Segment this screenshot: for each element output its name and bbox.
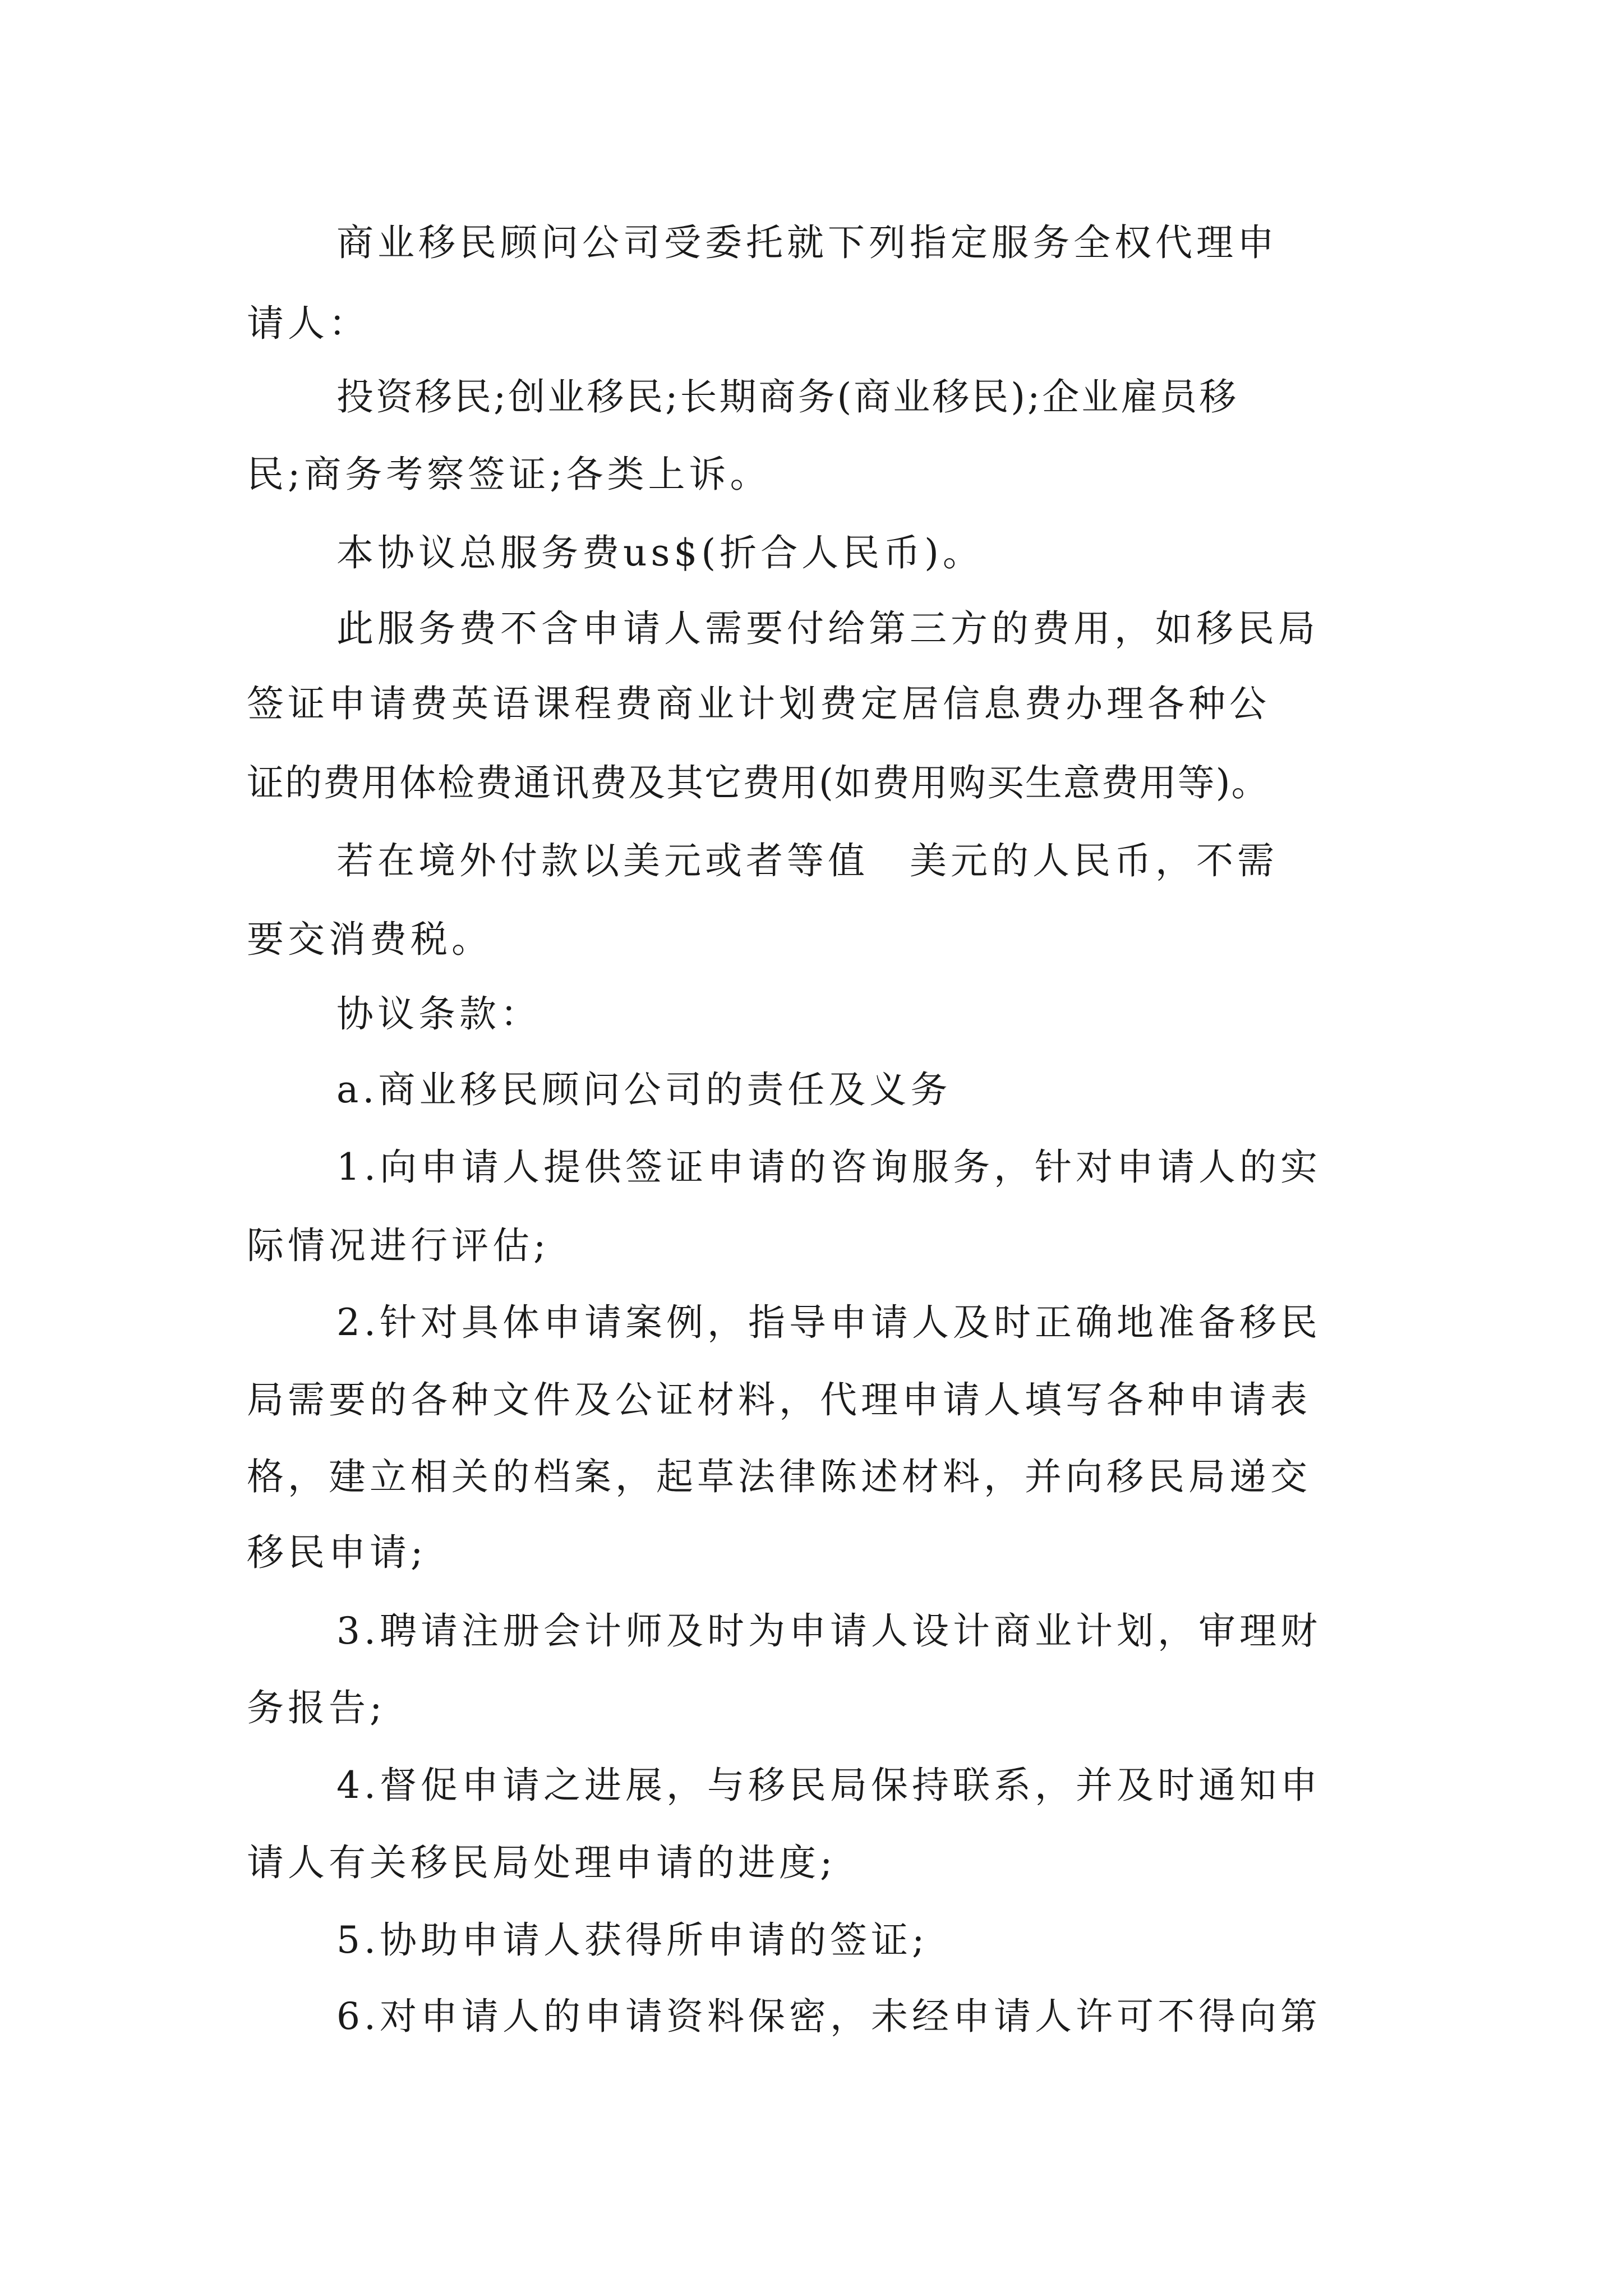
text-line: 4.督促申请之进展，与移民局保持联系，并及时通知申 <box>336 1764 1321 1807</box>
text-line: 此服务费不含申请人需要付给第三方的费用，如移民局 <box>336 607 1319 650</box>
text-line: a.商业移民顾问公司的责任及义务 <box>336 1068 952 1111</box>
text-line: 格，建立相关的档案，起草法律陈述材料，并向移民局递交 <box>247 1455 1311 1498</box>
text-line: 投资移民;创业移民;长期商务(商业移民);企业雇员移 <box>336 375 1239 418</box>
text-line: 3.聘请注册会计师及时为申请人设计商业计划，审理财 <box>336 1609 1321 1653</box>
text-line: 签证申请费英语课程费商业计划费定居信息费办理各种公 <box>247 682 1270 725</box>
text-line: 民;商务考察签证;各类上诉。 <box>247 453 771 496</box>
text-line: 5.协助申请人获得所申请的签证; <box>336 1918 929 1962</box>
text-line: 要交消费税。 <box>247 918 492 961</box>
text-line: 请人有关移民局处理申请的进度; <box>247 1841 837 1884</box>
text-line: 际情况进行评估; <box>247 1224 550 1267</box>
text-line: 局需要的各种文件及公证材料，代理申请人填写各种申请表 <box>247 1378 1311 1421</box>
text-line: 请人： <box>247 302 370 345</box>
text-line: 6.对申请人的申请资料保密，未经申请人许可不得向第 <box>336 1995 1321 2038</box>
text-line: 若在境外付款以美元或者等值 美元的人民币，不需 <box>336 839 1278 882</box>
text-line: 协议条款： <box>336 992 541 1036</box>
text-line: 2.针对具体申请案例，指导申请人及时正确地准备移民 <box>336 1301 1321 1344</box>
text-line: 本协议总服务费us$(折合人民币)。 <box>336 531 984 574</box>
text-line: 务报告; <box>247 1686 386 1729</box>
text-line: 移民申请; <box>247 1531 427 1574</box>
text-line: 证的费用体检费通讯费及其它费用(如费用购买生意费用等)。 <box>247 761 1270 804</box>
text-line: 1.向申请人提供签证申请的咨询服务，针对申请人的实 <box>336 1145 1321 1189</box>
text-line: 商业移民顾问公司受委托就下列指定服务全权代理申 <box>336 221 1278 264</box>
